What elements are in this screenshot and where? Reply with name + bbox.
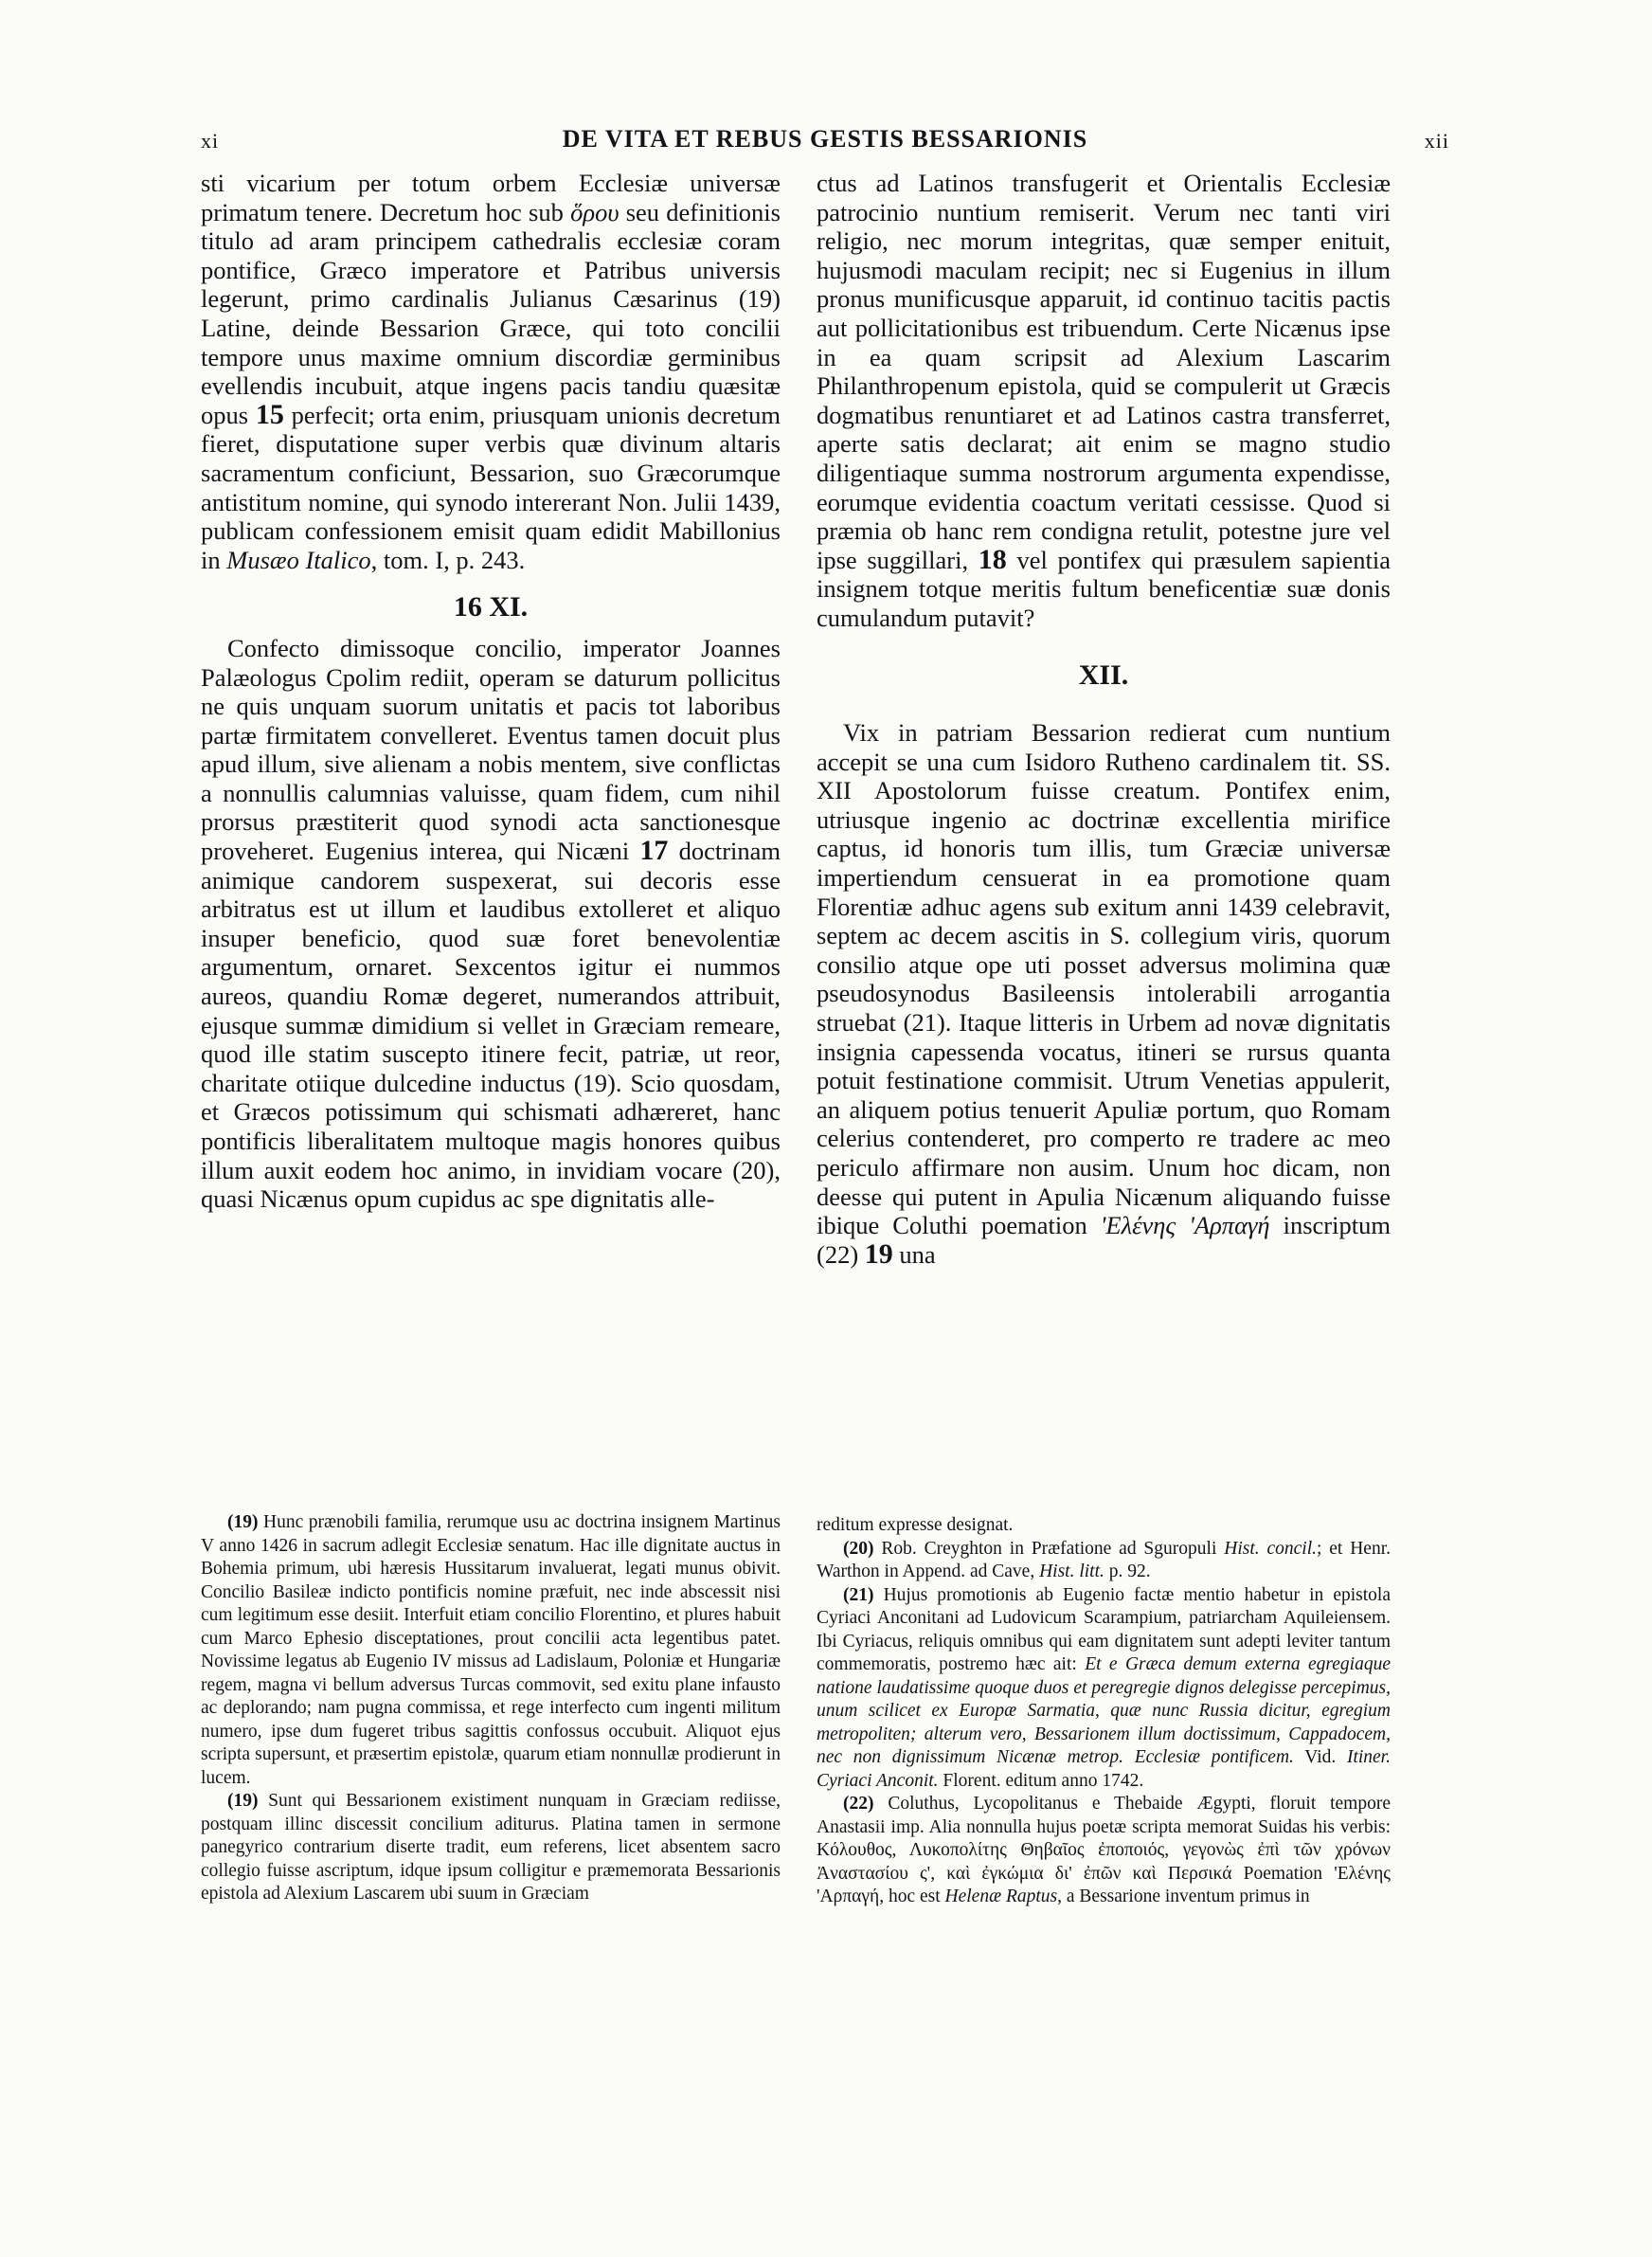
paragraph: Vix in patriam Bessarion redierat cum nuntium accepit se una cum Isidoro Rutheno cardinalem tit. SS. XII Apostolorum fuisse creatum. Pontifex enim, utriusque ingenio ac doctrinæ excellentia mirifice captus, id honoris tum illis, tum Græciæ universæ impertiendum censuerat in ea promotione quam Florentiæ adhuc agens sub exitum anni 1439 celebravit, septem ac decem ascitis in S. collegium viris, quorum consilio atque ope uti posset adversus molimina quæ pseudosynodus Basileensis intolerabili arrogantia struebat (21). Itaque litteris in Urbem ad novæ dignitatis insignia capessenda vocatus, itineri se rursus quanta potuit festinatione commisit. Utrum Venetias appulerit, an aliquem potius tenuerit Apuliæ portum, quo Romam celerius contenderet, pro comperto re tradere ac meo periculo affirmare non ausim. Unum hoc dicam, non deesse qui putent in Apulia Nicænum aliquando fuisse ibique Coluthi poemation 'Ελένης 'Αρπαγή inscriptum (22) 19 una	[817, 718, 1391, 1270]
greek-title: 'Ελένης 'Αρπαγή	[817, 1863, 1391, 1906]
paragraph: sti vicarium per totum orbem Ecclesiæ universæ primatum tenere. Decretum hoc sub ὅρου seu definitionis titulo ad aram principem cathedralis ecclesiæ coram pontifice, Græco imperatore et Patribus universis legerunt, primo cardinalis Julianus Cæsarinus (19) Latine, deinde Bessarion Græce, qui toto concilii tempore unus maxime omnium discordiæ germinibus evellendis incubuit, atque ingens pacis tandiu quæsitæ opus 15 perfecit; orta enim, priusquam unionis decretum fieret, disputatione super verbis quæ divinum altaris sacramentum conficiunt, Bessarion, suo Græcorumque antistitum nomine, qui synodo intererant Non. Julii 1439, publicam confessionem emisit quam edidit Mabillonius in Musæo Italico, tom. I, p. 243.	[201, 169, 781, 574]
greek-term: ὅρου	[570, 197, 620, 226]
footnote: (19) Sunt qui Bessarionem existiment nunquam in Græciam rediisse, postquam illinc discessit concilium aditurus. Platina tamen in sermone panegyrico contrarium diserte tradit, eum referens, licet absentem sacro collegio fuisse ascriptum, idque ipsum colligitur e præmemorata Bessarionis epistola ad Alexium Lascarem ubi suum in Græciam	[201, 1791, 781, 1904]
left-column	[201, 169, 781, 1214]
paragraph: ctus ad Latinos transfugerit et Orientalis Ecclesiæ patrocinio nuntium remiserit. Verum nec tanti viri religio, nec morum integritas, quæ semper enituit, hujusmodi maculam recipit; nec si Eugenius in illum pronus munificusque apparuit, id continuo tacitis pactis aut pollicitationibus est tribuendum. Certe Nicænus ipse in ea quam scripsit ad Alexium Lascarim Philanthropenum epistola, quid se compulerit ut Græcis dogmatibus renuntiaret et ad Latinos castra transferret, aperte satis declarat; ait enim se magno studio diligentiaque summa nostrorum argumenta expendisse, eorumque evidentia coactum veritati cessisse. Quod si præmia ob hanc rem condigna retulit, potestne jure vel ipse suggillari, 18 vel pontifex qui præsulem sapientia insignem totque meritis fultum beneficentiæ suæ donis cumulandum putavit?	[817, 169, 1391, 632]
running-title: DE VITA ET REBUS GESTIS BESSARIONIS	[562, 125, 1088, 153]
margin-number: 17	[639, 835, 669, 867]
footnote: (21) Hujus promotionis ab Eugenio factæ mentio habetur in epistola Cyriaci Anconitani ad Ludovicum Scarampium, patriarcham Aquileiensem. Ibi Cyriacus, reliquis omnibus qui eam dignitatem sunt adepti leviter tantum commemoratis, postremo hæc ait: Et e Græca demum externa egregiaque natione laudatissime quoque duos et peregregie dignos delegisse percepimus, unum scilicet ex Europæ Sarmatia, quæ nunc Russia dicitur, egregium metropoliten; alterum vero, Bessarionem illum doctissimum, Cappadocem, nec non dignissimum Nicænæ metrop. Ecclesiæ pontificem. Vid. Itiner. Cyriaci Anconit. Florent. editum anno 1742.	[817, 1584, 1391, 1791]
page-number-right: xii	[1424, 129, 1449, 153]
work-title: Musæo Italico	[226, 545, 371, 574]
footnote: (22) Coluthus, Lycopolitanus e Thebaide Ægypti, floruit tempore Anastasii imp. Alia nonnulla hujus poetæ scripta memorat Suidas his verbis: Κόλουθος, Λυκοπολίτης Θηβαῖος ἐποποιός, γεγονὼς ἐπὶ τῶν χρόνων Ἀναστασίου ς', καὶ ἐγκώμια δι' ἐπῶν καὶ Περσικά Poemation 'Ελένης 'Αρπαγή, hoc est Helenæ Raptus, a Bessarione inventum primus in	[817, 1794, 1391, 1906]
section-heading-xii: XII.	[1078, 659, 1129, 691]
footnotes-right	[817, 1514, 1391, 1909]
margin-number: 16	[453, 591, 482, 623]
footnote-continuation: reditum expresse designat.	[817, 1515, 1014, 1535]
margin-number: 18	[978, 543, 1007, 575]
section-heading-xi: 16 XI.	[453, 591, 529, 623]
greek-title: 'Ελένης 'Αρπαγή	[1100, 1211, 1270, 1240]
margin-number: 15	[255, 398, 284, 430]
footnotes-left	[201, 1511, 781, 1906]
margin-number: 19	[864, 1237, 893, 1270]
footnote: (20) Rob. Creyghton in Præfatione ad Sguropuli Hist. concil.; et Henr. Warthon in Append. ad Cave, Hist. litt. p. 92.	[817, 1538, 1391, 1581]
page-header	[201, 125, 1449, 163]
right-column	[817, 169, 1391, 1269]
paragraph: Confecto dimissoque concilio, imperator Joannes Palæologus Cpolim rediit, operam se daturum pollicitus ne quis unquam suorum unitatis et pacis tot laboribus partæ firmitatem convelleret. Eventus tamen docuit plus apud illum, sive alienam a nobis mentem, sive conflictas a nonnullis calumnias valuisse, quam fidem, cum nihil prorsus præstiterit quod synodi acta sanctionesque proveheret. Eugenius interea, qui Nicæni 17 doctrinam animique candorem suspexerat, sui decoris esse arbitratus est ut illum et laudibus extolleret et aliquo insuper beneficio, quod suæ foret benevolentiæ argumentum, ornaret. Sexcentos igitur ei nummos aureos, quandiu Romæ degeret, numerandos attribuit, ejusque summæ dimidium si vellet in Græciam remeare, quod ille statim suscepto itinere fecit, patriæ, ut reor, charitate otiique dulcedine inductus (19). Scio quosdam, et Græcos potissimum qui schismati adhæreret, hanc pontificis liberalitatem multoque magis honores quibus illum auxit eodem hoc animo, in invidiam vocare (20), quasi Nicænus opum cupidus ac spe dignitatis alle-	[201, 633, 781, 1214]
footnote: (19) Hunc prænobili familia, rerumque usu ac doctrina insignem Martinus V anno 1426 in sacrum adlegit Ecclesiæ senatum. Hac ille dignitate auctus in Bohemia primum, ubi hæresis Hussitarum invaluerat, legati munus obivit. Concilio Basileæ indicto pontificis nomine præfuit, nec inde abscessit nisi cum legitimum esse desiit. Interfuit etiam concilio Florentino, et plures habuit cum Marco Ephesio disceptationes, prout concilii acta legentibus patet. Novissime legatus ab Eugenio IV missus ad Ladislaum, Poloniæ et Hungariæ regem, magna vi bellum adversus Turcas commovit, sed exitu plane infausto ac deplorando; nam pugna commissa, et rege interfecto cum ingenti militum numero, ipse dum fugeret tribus sagittis confossus occubuit. Aliquot ejus scripta supersunt, et præsertim epistolæ, quarum etiam nonnullæ prodierunt in lucem.	[201, 1512, 781, 1788]
greek-quotation: Κόλουθος, Λυκοπολίτης Θηβαῖος ἐποποιός, γεγονὼς ἐπὶ τῶν χρόνων Ἀναστασίου ς', καὶ ἐγκώμια δι' ἐπῶν καὶ Περσικά	[817, 1840, 1391, 1884]
page-number-left: xi	[201, 129, 220, 153]
